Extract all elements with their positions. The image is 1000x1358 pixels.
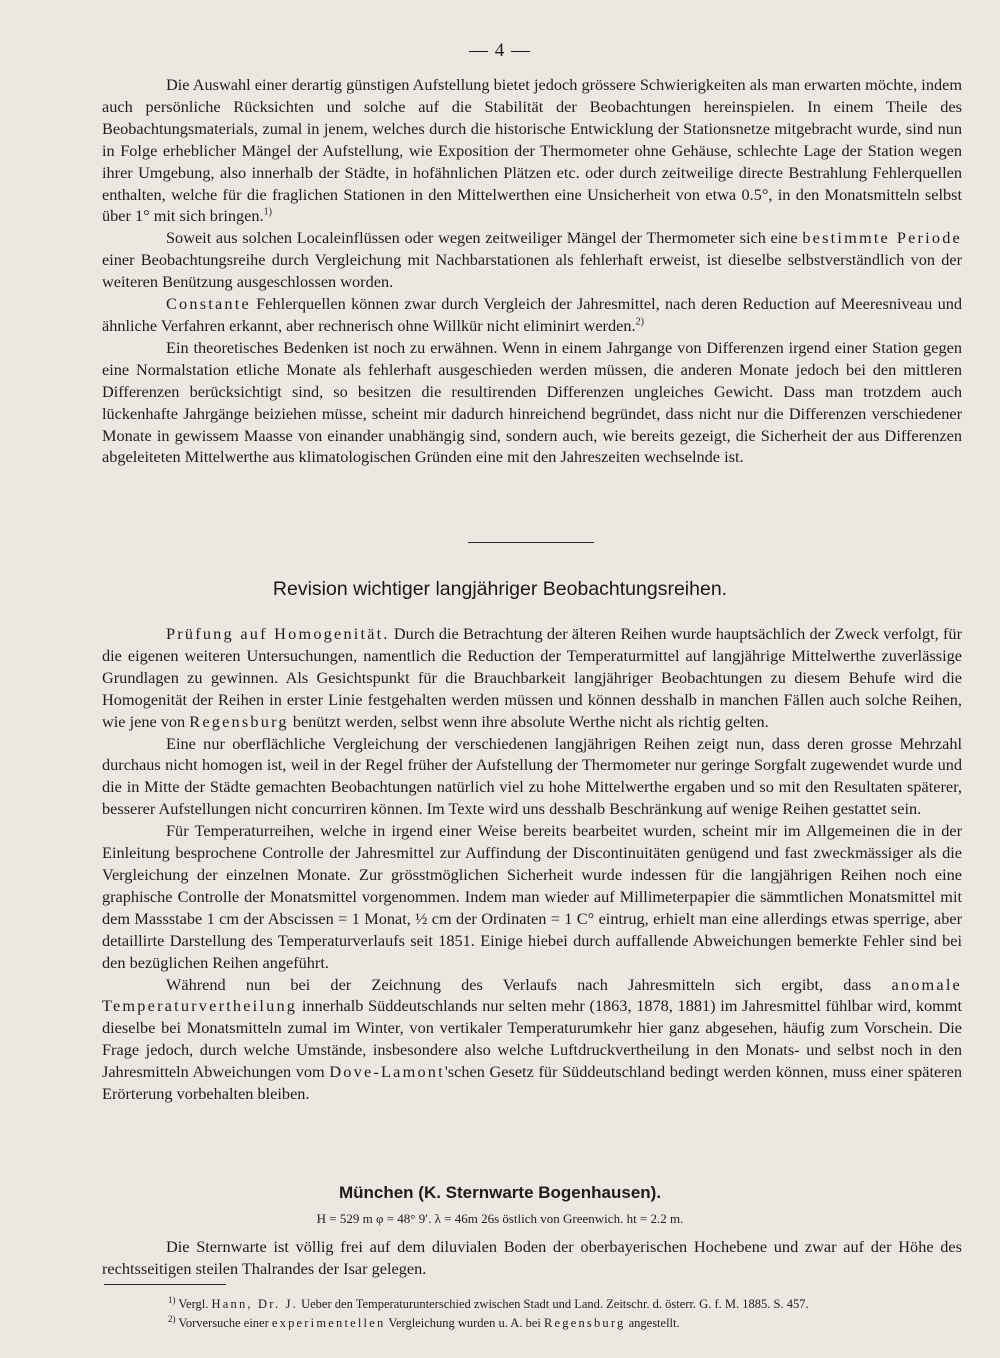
emphasis-bestimmte-periode: bestimmte Periode xyxy=(802,228,962,248)
paragraph-temperature-series: Für Temperaturreihen, welche in irgend einer Weise bereits bearbeitet wurden, scheint mir im Allgemeinen die in der Einleitung besprochene Controlle der Jahresmittel zur Auffindung der Discontinuitäten genügend und fast zweckmässiger als die Vergleichung der einzelnen Monate. Zur grösstmöglichen Sicherheit wurde indessen für die langjährigen Reihen noch eine graphische Controlle der Monatsmittel vorgenommen. Indem man wieder auf Millimeterpapier die sämmtlichen Monatsmittel mit dem Massstabe 1 cm der Abscissen = 1 Monat, ½ cm der Ordinaten = 1 C° eintrug, erhielt man eine allerdings etwas sperrige, aber detaillirte Darstellung des Temperaturverlaufs seit 1851. Einige hiebei durch auffallende Abweichungen bemerkte Fehler sind bei den bezüglichen Reihen angeführt. xyxy=(102,821,962,972)
emphasis-dove-lamont: Dove-Lamont xyxy=(329,1062,445,1082)
paragraph-homogeneity: Prüfung auf Homogenität. Durch die Betrachtung der älteren Reihen wurde hauptsächlich der Zweck verfolgt, für die eigenen weiteren Untersuchungen, namentlich die Reduction der Temperaturmittel auf langjährige Mittelwerthe zuverlässige Grundlagen zu gewinnen. Als Gesichtspunkt für die Brauchbarkeit langjähriger Beobachtungen zu diesem Behufe wird die Homogenität der Reihen in erster Linie festgehalten werden müssen und können desshalb in manchen Fällen auch solche Reihen, wie jene von Regensburg benützt werden, selbst wenn ihre absolute Werthe nicht als richtig gelten. xyxy=(102,624,962,731)
footnote-ref-1: 1) xyxy=(263,207,272,219)
footnote-rule xyxy=(104,1284,226,1285)
emphasis-constante: Constante xyxy=(166,294,251,314)
intro-text-block xyxy=(102,74,962,468)
page-number: — 4 — xyxy=(469,40,531,61)
paragraph-observatory: Die Sternwarte ist völlig frei auf dem diluvialen Boden der oberbayerischen Hochebene und zwar auf der Höhe des rechtsseitigen steilen Thalrandes der Isar gelegen. xyxy=(102,1237,962,1278)
paragraph-constant-errors: Constante Fehlerquellen können zwar durch Vergleich der Jahresmittel, nach deren Reduction auf Meeresniveau und ähnliche Verfahren erkannt, aber rechnerisch ohne Willkür nicht eliminirt werden.$^{2)}$ xyxy=(102,294,962,335)
station-coordinates: H = 529 m φ = 48° 9′. λ = 46m 26s östlich von Greenwich. ht = 2.2 m. xyxy=(316,1211,684,1226)
paragraph-selection-difficulties: Die Auswahl einer derartig günstigen Aufstellung bietet jedoch grössere Schwierigkeiten als man erwarten möchte, indem auch persönliche Rücksichten und solche auf die Stabilität der Beobachtungen hereinspielen. In einem Theile des Beobachtungsmaterials, zumal in jenem, welches durch die historische Entwicklung der Stationsnetze mitgebracht wurde, sind nun in Folge erheblicher Mängel der Aufstellung, wie Exposition der Thermometer ohne Gehäuse, schlechte Lage der Station wegen ihrer Umgebung, also innerhalb der Städte, in hofähnlichen Plätzen etc. oder durch zeitweilige directe Bestrahlung Fehlerquellen enthalten, welche für die fraglichen Stationen in den Mittelwerthen eine Unsicherheit von etwa 0.5°, in den Monatsmitteln selbst über 1° mit sich bringen.$^{1)}$ xyxy=(102,75,962,226)
paragraph-comparison: Eine nur oberflächliche Vergleichung der verschiedenen langjährigen Reihen zeigt nun, dass deren grosse Mehrzahl durchaus nicht homogen ist, weil in der Regel früher der Aufstellung der Thermometer nur geringe Sorgfalt zugewendet wurde und die in Mitte der Städte gemachten Beobachtungen natürlich viel zu hohe Mittelwerthe ergaben und so mit den Resultaten späterer, besserer Aufstellungen nicht concurriren können. Im Texte wird uns desshalb Beschränkung auf wenige Reihen gestattet sein. xyxy=(102,733,962,819)
station-heading: München (K. Sternwarte Bogenhausen). xyxy=(338,1183,662,1202)
revision-text-block xyxy=(102,623,962,1105)
footnote-ref-2: 2) xyxy=(635,316,644,328)
footnote-2: $^{2)}$ Vorversuche einer experimentellen Vergleichung wurden u. A. bei Regensburg angestellt. xyxy=(168,1313,680,1330)
paragraph-anomalous-distribution: Während nun bei der Zeichnung des Verlaufs nach Jahresmitteln sich ergibt, dass anomale Temperaturvertheilung innerhalb Süddeutschlands nur selten mehr (1863, 1878, 1881) im Jahresmittel fühlbar wird, kommt dieselbe bei Monatsmitteln zumal im Winter, von vertikaler Temperaturumkehr hier ganz abgesehen, häufig zum Vorschein. Die Frage jedoch, durch welche Umstände, insbesondere also welche Luftdruckvertheilung in den Monats- und selbst noch in den Jahresmitteln Abweichungen vom Dove-Lamont'schen Gesetz für Süddeutschland bedingt werden können, muss einer späteren Erörterung vorbehalten bleiben. xyxy=(102,974,962,1104)
paragraph-local-influences: Soweit aus solchen Localeinflüssen oder wegen zeitweiliger Mängel der Thermometer sich eine bestimmte Periode einer Beobachtungsreihe durch Vergleichung mit Nachbarstationen als fehlerhaft erweist, ist dieselbe selbstverständlich von der weiteren Benützung ausgeschlossen worden. xyxy=(102,228,962,292)
footnote-1: $^{1)}$ Vergl. Hann, Dr. J. Ueber den Temperaturunterschied zwischen Stadt und Land. Zeitschr. d. österr. G. f. M. 1885. S. 457. xyxy=(168,1294,809,1311)
section-divider xyxy=(468,542,594,543)
emphasis-regensburg: Regensburg xyxy=(189,711,289,731)
emphasis-anomale-temperaturvertheilung: anomale Temperaturvertheilung xyxy=(102,974,962,1016)
section-title: Revision wichtiger langjähriger Beobachtungsreihen. xyxy=(272,578,728,600)
station-text-block xyxy=(102,1236,962,1280)
paragraph-theoretical-concern: Ein theoretisches Bedenken ist noch zu erwähnen. Wenn in einem Jahrgange von Differenzen irgend einer Station gegen eine Normalstation etliche Monate als fehlerhaft ausgeschieden werden müssen, die anderen Monate jedoch bei den mittleren Differenzen berücksichtigt sind, so besitzen die resultirenden Differenzen ungleiches Gewicht. Dass man trotzdem auch lückenhafte Jahrgänge beiziehen müsse, scheint mir dadurch hinreichend begründet, dass nicht nur die Differenzen verschiedener Monate in gewissem Maasse von einander unabhängig sind, sondern auch, wie bereits gezeigt, die Sicherheit der aus Differenzen abgeleiteten Mittelwerthe aus klimatologischen Gründen eine mit den Jahreszeiten wechselnde ist. xyxy=(102,337,962,467)
emphasis-pruefung: Prüfung auf Homogenität. xyxy=(166,624,390,643)
footnotes xyxy=(168,1295,978,1333)
